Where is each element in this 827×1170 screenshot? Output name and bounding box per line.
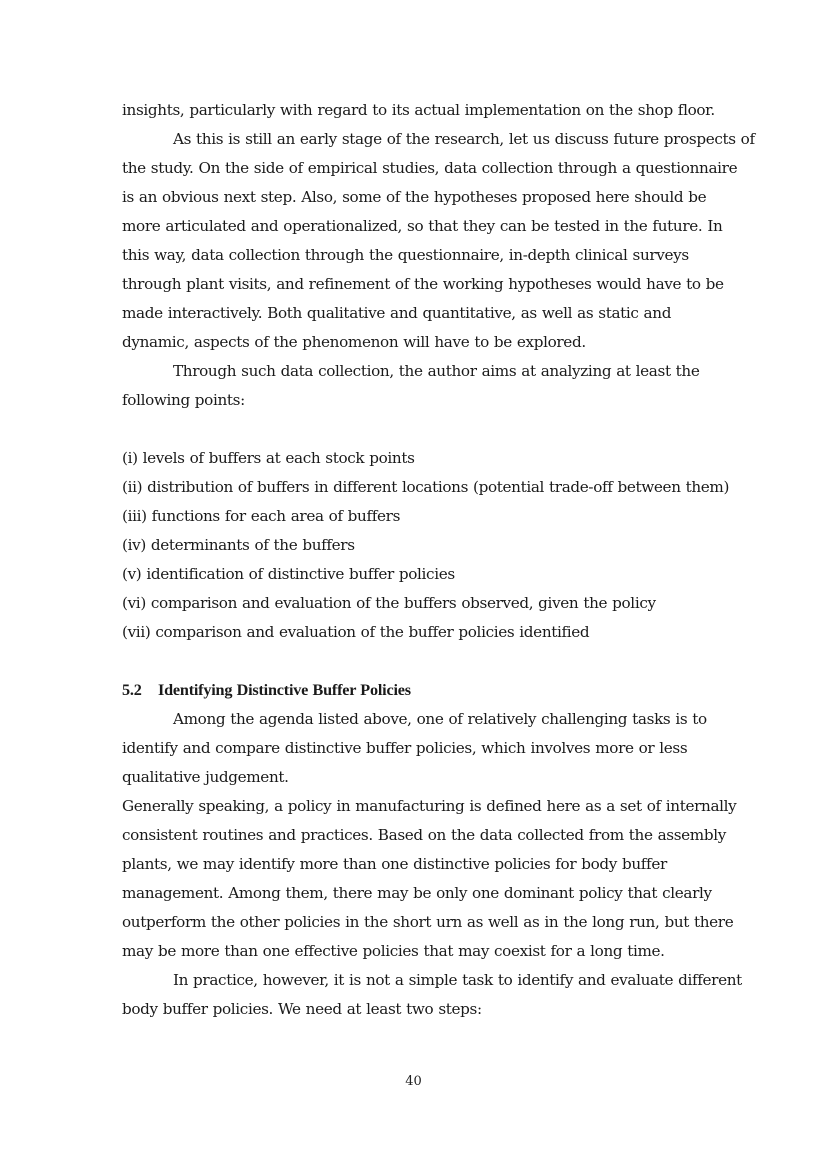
text-line: identify and compare distinctive buffer policies, which involves more or less xyxy=(122,739,688,757)
paragraph-practice xyxy=(122,966,748,1024)
document-page xyxy=(122,96,755,1024)
text-line: Generally speaking, a policy in manufacturing is defined here as a set of internally xyxy=(122,797,737,815)
text-line: this way, data collection through the questionnaire, in-depth clinical surveys xyxy=(122,246,689,264)
text-line: consistent routines and practices. Based on the data collected from the assembly xyxy=(122,826,726,844)
analysis-points-list xyxy=(122,444,748,647)
text-line: Among the agenda listed above, one of relatively challenging tasks is to xyxy=(173,710,707,728)
text-line: more articulated and operationalized, so that they can be tested in the future. In xyxy=(122,217,723,235)
list-item: (vii) comparison and evaluation of the buffer policies identified xyxy=(122,623,590,641)
text-line: management. Among them, there may be only one dominant policy that clearly xyxy=(122,884,712,902)
text-line: body buffer policies. We need at least two steps: xyxy=(122,1000,482,1018)
section-heading xyxy=(122,676,748,705)
section-number: 5.2 xyxy=(122,681,142,699)
list-item: (v) identification of distinctive buffer policies xyxy=(122,565,455,583)
list-item: (iii) functions for each area of buffers xyxy=(122,507,401,525)
page-number: 40 xyxy=(405,1074,422,1089)
text-line: qualitative judgement. xyxy=(122,768,289,786)
section-title: Identifying Distinctive Buffer Policies xyxy=(158,681,411,699)
text-line: following points: xyxy=(122,391,245,409)
list-item: (ii) distribution of buffers in different locations (potential trade-off between them) xyxy=(122,478,730,496)
paragraph-agenda xyxy=(122,705,748,792)
text-line: Through such data collection, the author aims at analyzing at least the xyxy=(173,362,700,380)
list-item: (i) levels of buffers at each stock points xyxy=(122,449,415,467)
text-line: may be more than one effective policies that may coexist for a long time. xyxy=(122,942,665,960)
list-item: (vi) comparison and evaluation of the buffers observed, given the policy xyxy=(122,594,656,612)
text-line: made interactively. Both qualitative and quantitative, as well as static and xyxy=(122,304,672,322)
text-line: outperform the other policies in the short urn as well as in the long run, but there xyxy=(122,913,734,931)
intro-paragraph xyxy=(122,96,748,125)
paragraph-future-prospects xyxy=(122,125,755,357)
text-line: In practice, however, it is not a simple task to identify and evaluate different xyxy=(173,971,742,989)
text-line: insights, particularly with regard to its actual implementation on the shop floor. xyxy=(122,101,715,119)
list-item: (iv) determinants of the buffers xyxy=(122,536,355,554)
blank-line xyxy=(122,647,748,676)
text-line: through plant visits, and refinement of the working hypotheses would have to be xyxy=(122,275,724,293)
paragraph-policy-definition xyxy=(122,792,748,966)
paragraph-analysis-aims xyxy=(122,357,748,415)
text-line: As this is still an early stage of the research, let us discuss future prospects of xyxy=(173,130,755,148)
text-line: is an obvious next step. Also, some of the hypotheses proposed here should be xyxy=(122,188,707,206)
text-line: the study. On the side of empirical studies, data collection through a questionnaire xyxy=(122,159,738,177)
blank-line xyxy=(122,415,748,444)
text-line: dynamic, aspects of the phenomenon will have to be explored. xyxy=(122,333,586,351)
text-line: plants, we may identify more than one distinctive policies for body buffer xyxy=(122,855,667,873)
